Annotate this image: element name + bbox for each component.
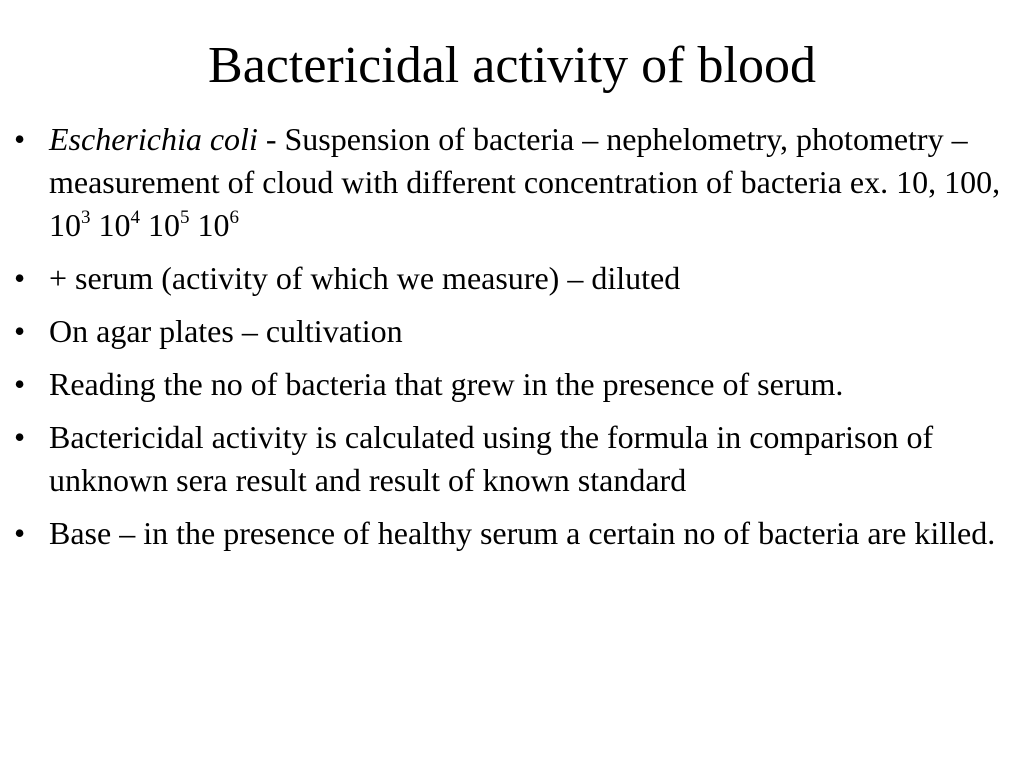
exponent: 5: [180, 207, 190, 228]
bullet-icon: •: [14, 366, 26, 402]
exponent: 3: [81, 207, 91, 228]
organism-name: Escherichia coli: [49, 121, 258, 157]
power-10-5: $10^5$: [148, 207, 190, 243]
bullet-item-2: [12, 257, 1002, 300]
bullet-icon: •: [14, 313, 26, 349]
bullet-icon: •: [14, 515, 26, 551]
bullet-text: Bactericidal activity is calculated using the formula in comparison of unknown sera result and result of known standard: [49, 419, 934, 498]
bullet-item-4: [12, 363, 1002, 406]
bullet-text: Base – in the presence of healthy serum a certain no of bacteria are killed.: [49, 515, 996, 551]
exponent: 6: [229, 207, 239, 228]
bullet-text: + serum (activity of which we measure) – diluted: [49, 260, 681, 296]
power-10-4: $10^4$: [98, 207, 140, 243]
exponent: 4: [130, 207, 140, 228]
power-10-3: $10^3$: [49, 207, 91, 243]
bullet-text: Reading the no of bacteria that grew in the presence of serum.: [49, 366, 844, 402]
power-10-6: $10^6$: [197, 207, 239, 243]
bullet-icon: •: [14, 121, 26, 157]
slide-title: Bactericidal activity of blood: [208, 37, 816, 94]
bullet-icon: •: [14, 419, 26, 455]
bullet-item-3: [12, 310, 1002, 353]
bullet-text: On agar plates – cultivation: [49, 313, 403, 349]
bullet-item-6: [12, 512, 1002, 555]
bullet-list: [12, 118, 1002, 565]
bullet-text: - Suspension of bacteria – nephelometry, photometry – measurement of cloud with different concentration of bacteria ex. 10, 100,: [49, 121, 1001, 200]
bullet-icon: •: [14, 260, 26, 296]
bullet-item-1: [12, 118, 1002, 247]
bullet-item-5: [12, 416, 1002, 502]
